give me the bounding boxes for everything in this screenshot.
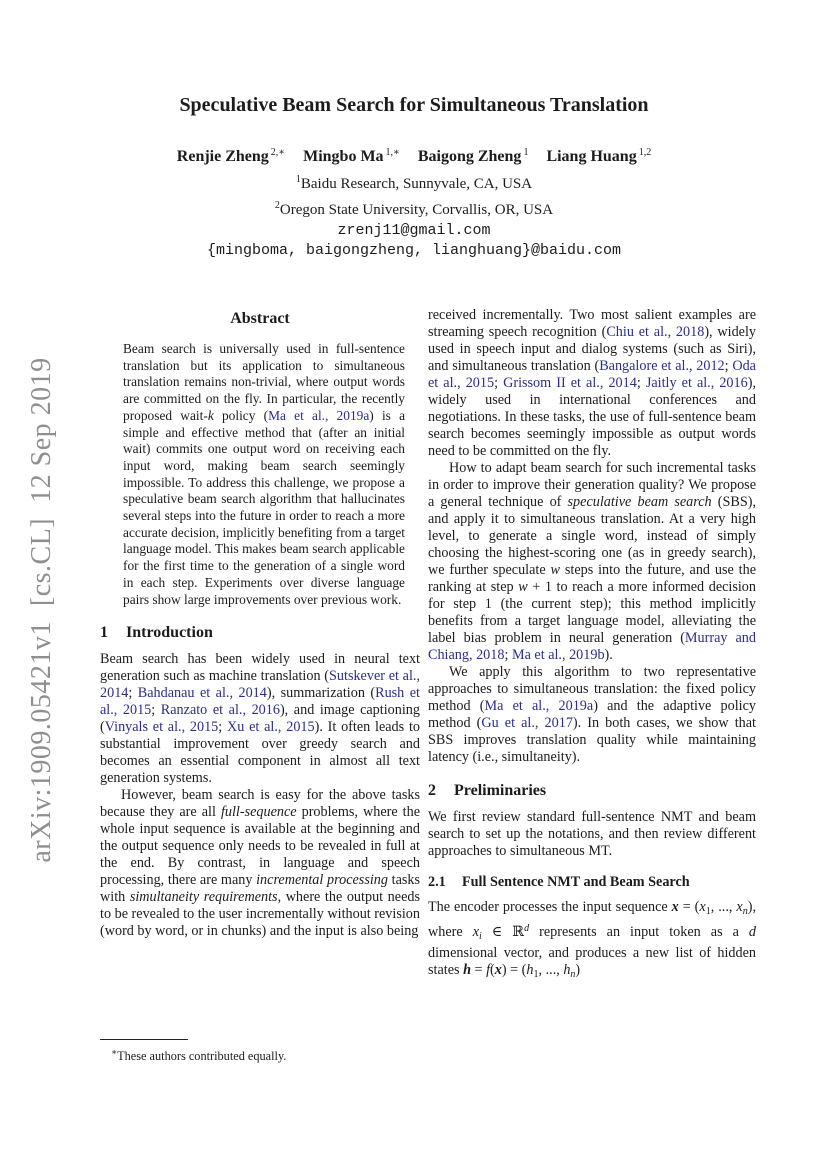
footnote-rule (100, 1039, 188, 1040)
section-number: 2 (428, 782, 436, 799)
abstract-text: Beam search is universally used in full-sentence translation but its application to simultaneous translation remains non-trivial, where output words are committed on the fly. In particular, the recently proposed wait-k policy (Ma et al., 2019a) is a simple and effective method that (after an initial wait) commits one output word on receiving each input word, making beam search seemingly impossible. To address this challenge, we propose a speculative beam search algorithm that hallucinates several steps into the future in order to reach a more accurate decision, implicitly benefiting from a target language model. This makes beam search applicable for the first time to the generation of a single word in each step. Experiments over diverse language pairs show large improvements over previous work. (123, 341, 406, 607)
citation-link[interactable]: Bangalore et al., 2012 (599, 358, 725, 374)
footnote-marker: ∗ (111, 1046, 118, 1057)
body-paragraph-sbs: How to adapt beam search for such incremental tasks in order to improve their generation quality? We propose a general technique of speculative beam search (SBS), and apply it to simultaneous translation. At a very high level, to generate a single word, instead of simply choosing the highest-scoring one (as in greedy search), we further speculate w steps into the future, and use the ranking at step w + 1 to reach a more informed decision for step 1 (the current step); this method implicitly benefits from a target language model, alleviating the label bias problem in neural generation (Murray and Chiang, 2018; Ma et al., 2019b). (428, 460, 756, 663)
section-1-heading (100, 624, 420, 641)
nmt-paragraph: The encoder processes the input sequence $x = (x_1$, ..., $x_n$), where $x_i$ ∈ ℝ$^d$ represents an input token as a d dimensional vector, and produces a new list of hidden states $h = f(x) = (h_1$, ..., $h_n$) (428, 899, 756, 980)
author-4 (546, 148, 651, 165)
subsection-number: 2.1 (428, 874, 446, 890)
paper-title: Speculative Beam Search for Simultaneous Translation (179, 94, 649, 116)
section-title: Preliminaries (454, 782, 547, 799)
email-group[interactable]: {mingboma, baigongzheng, lianghuang}@baidu.com (206, 242, 622, 260)
citation-link[interactable]: Jaitly et al., 2016 (645, 375, 748, 391)
left-column (100, 302, 420, 1074)
citation-link[interactable]: Oda et al., 2015 (428, 358, 756, 391)
subsection-title: Full Sentence NMT and Beam Search (462, 874, 690, 890)
author-line (0, 147, 828, 166)
citation-link[interactable]: Murray and Chiang, 2018 (428, 630, 756, 663)
author-name: Renjie Zheng (176, 148, 269, 166)
author-name: Baigong Zheng (417, 148, 522, 166)
citation-link[interactable]: Ma et al., 2019a (484, 698, 594, 714)
affiliation-2 (0, 195, 828, 221)
affiliation-text: Baidu Research, Sunnyvale, CA, USA (300, 176, 533, 193)
email-primary[interactable]: zrenj11@gmail.com (337, 222, 491, 240)
citation-link[interactable]: Ranzato et al., 2016 (160, 702, 280, 719)
preliminaries-paragraph: We first review standard full-sentence NMT and beam search to set up the notations, and then review different approaches to simultaneous MT. (428, 809, 756, 859)
affiliation-1 (0, 169, 828, 195)
arxiv-stamp: arXiv:1909.05421v1 [cs.CL] 12 Sep 2019 (26, 357, 57, 863)
section-2-1-heading (428, 874, 756, 891)
author-superscript: 1,2 (638, 147, 652, 158)
author-2 (303, 148, 400, 165)
author-name: Mingbo Ma (303, 148, 384, 166)
citation-link[interactable]: Gu et al., 2017 (481, 715, 573, 731)
citation-link[interactable]: Chiu et al., 2018 (606, 324, 705, 340)
body-paragraph-apply: We apply this algorithm to two representative approaches to simultaneous translation: the fixed policy method (Ma et al., 2019a) and the adaptive policy method (Gu et al., 2017). In both cases, we show that SBS improves translation quality while maintaining latency (i.e., simultaneity). (428, 664, 756, 765)
footnote-body: These authors contributed equally. (117, 1049, 287, 1063)
author-superscript: 2,∗ (270, 147, 286, 158)
citation-link[interactable]: Ma et al., 2019b (511, 647, 605, 663)
author-superscript: 1,∗ (385, 147, 400, 158)
abstract-heading: Abstract (230, 310, 290, 327)
affiliation-superscript: 1 (295, 174, 301, 186)
affiliation-text: Oregon State University, Corvallis, OR, USA (279, 202, 554, 219)
section-number: 1 (100, 624, 108, 642)
citation-link[interactable]: Ma et al., 2019a (268, 407, 370, 423)
author-name: Liang Huang (546, 148, 637, 166)
citation-link[interactable]: Xu et al., 2015 (227, 719, 315, 736)
right-column (428, 302, 756, 1097)
author-superscript: 1 (523, 147, 529, 158)
affiliation-superscript: 2 (274, 200, 280, 212)
footnote (100, 1039, 420, 1074)
section-2-heading (428, 782, 756, 799)
citation-link[interactable]: Rush et al., 2015 (100, 685, 420, 719)
citation-link[interactable]: Grissom II et al., 2014 (503, 375, 637, 391)
intro-paragraph-2: However, beam search is easy for the above tasks because they are all full-sequence problems, where the whole input sequence is available at the beginning and the output sequence only needs to be revealed in full at the end. By contrast, in language and speech processing, there are many incremental processing tasks with simultaneity requirements, where the output needs to be revealed to the user incrementally without revision (word by word, or in chunks) and the input is also being (100, 787, 420, 940)
author-1 (177, 148, 285, 165)
footnote-text (100, 1045, 420, 1064)
intro-paragraph-1: Beam search has been widely used in neural text generation such as machine translation (Sutskever et al., 2014; Bahdanau et al., 2014), summarization (Rush et al., 2015; Ranzato et al., 2016), and image captioning (Vinyals et al., 2015; Xu et al., 2015). It often leads to substantial improvement over greedy search and becomes an essential component in almost all text generation systems. (100, 651, 420, 787)
section-title: Introduction (126, 624, 213, 642)
body-paragraph-continued: received incrementally. Two most salient examples are streaming speech recognition (Chiu et al., 2018), widely used in speech input and dialog systems (such as Siri), and simultaneous translation (Bangalore et al., 2012; Oda et al., 2015; Grissom II et al., 2014; Jaitly et al., 2016), widely used in international conferences and negotiations. In these tasks, the use of full-sentence beam search becomes seemingly impossible as output words need to be committed on the fly. (428, 307, 756, 459)
citation-link[interactable]: Vinyals et al., 2015 (104, 719, 219, 736)
citation-link[interactable]: Bahdanau et al., 2014 (137, 685, 267, 702)
paper-header (0, 94, 828, 261)
author-3 (418, 148, 529, 165)
citation-link[interactable]: Sutskever et al., 2014 (100, 668, 420, 702)
